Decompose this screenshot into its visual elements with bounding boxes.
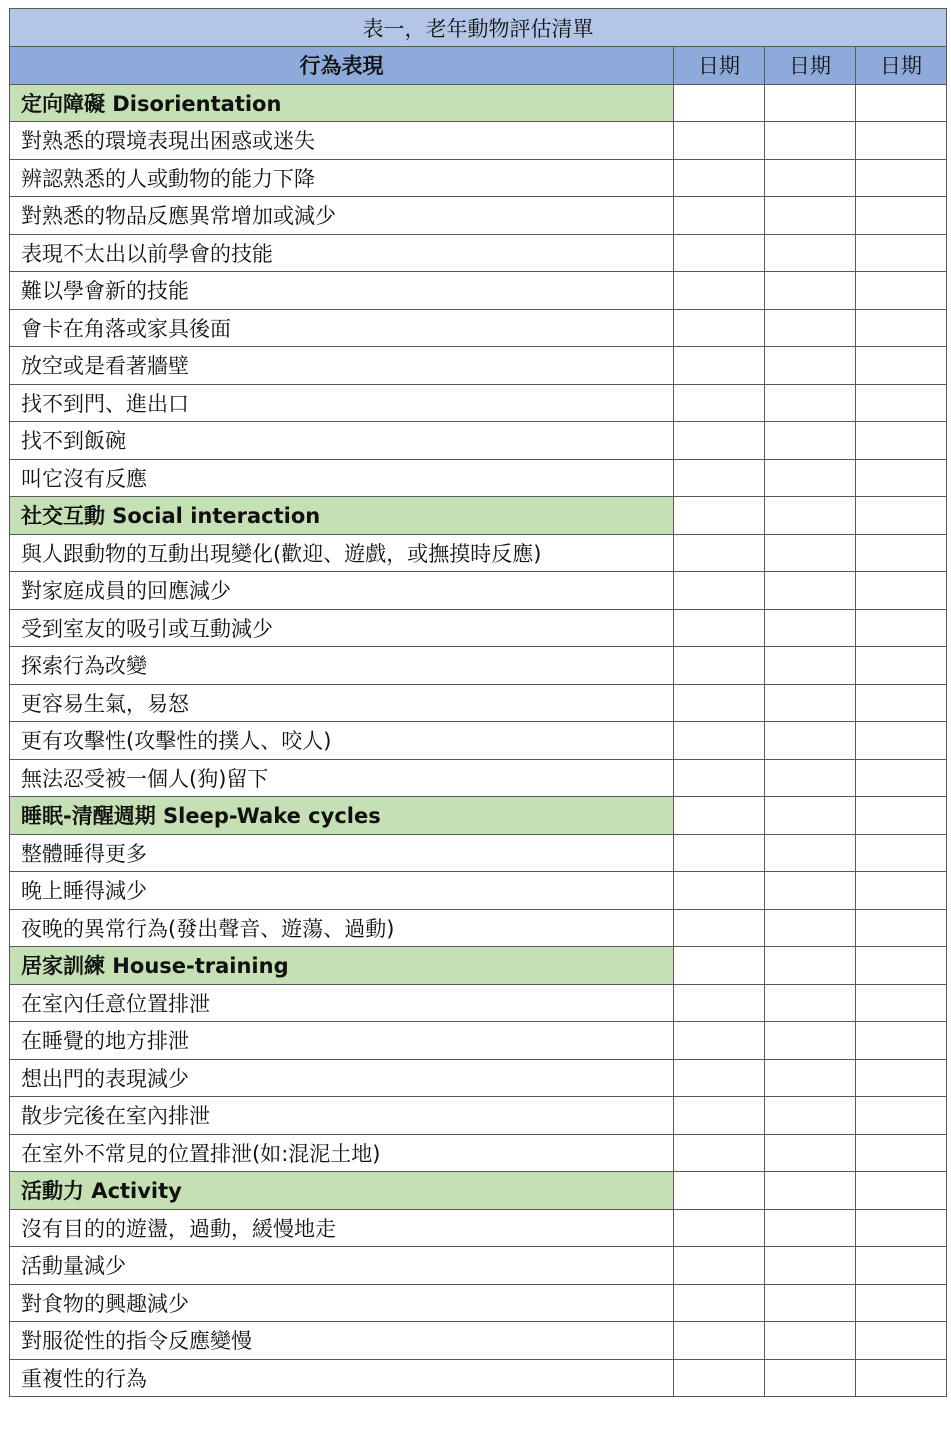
behavior-item: 對服從性的指令反應變慢 xyxy=(10,1322,674,1360)
geriatric-assessment-table xyxy=(9,8,947,1397)
date-cell[interactable] xyxy=(674,497,765,535)
date-cell[interactable] xyxy=(765,1247,856,1285)
date-cell[interactable] xyxy=(856,347,947,385)
date-cell[interactable] xyxy=(765,1359,856,1397)
date-cell[interactable] xyxy=(674,1209,765,1247)
date-cell[interactable] xyxy=(856,159,947,197)
section-heading: 睡眠-清醒週期 Sleep-Wake cycles xyxy=(10,797,674,835)
date-cell[interactable] xyxy=(674,272,765,310)
date-cell[interactable] xyxy=(674,234,765,272)
date-cell[interactable] xyxy=(856,872,947,910)
date-cell[interactable] xyxy=(765,984,856,1022)
date-cell[interactable] xyxy=(674,459,765,497)
date-cell[interactable] xyxy=(765,309,856,347)
date-cell[interactable] xyxy=(674,984,765,1022)
date-cell[interactable] xyxy=(856,722,947,760)
date-cell[interactable] xyxy=(765,572,856,610)
date-cell[interactable] xyxy=(765,159,856,197)
date-cell[interactable] xyxy=(765,1097,856,1135)
date-cell[interactable] xyxy=(674,834,765,872)
date-cell[interactable] xyxy=(674,647,765,685)
date-cell[interactable] xyxy=(674,347,765,385)
behavior-item: 叫它沒有反應 xyxy=(10,459,674,497)
date-cell[interactable] xyxy=(674,1284,765,1322)
behavior-item: 放空或是看著牆壁 xyxy=(10,347,674,385)
date-cell[interactable] xyxy=(765,834,856,872)
date-cell[interactable] xyxy=(765,384,856,422)
date-cell[interactable] xyxy=(856,647,947,685)
date-cell[interactable] xyxy=(765,684,856,722)
table-row xyxy=(10,159,947,197)
behavior-item: 晚上睡得減少 xyxy=(10,872,674,910)
date-cell[interactable] xyxy=(765,872,856,910)
date-cell[interactable] xyxy=(674,1359,765,1397)
date-cell[interactable] xyxy=(765,609,856,647)
date-cell[interactable] xyxy=(856,759,947,797)
section-heading: 定向障礙 Disorientation xyxy=(10,84,674,122)
section-row xyxy=(10,497,947,535)
date-cell[interactable] xyxy=(765,1022,856,1060)
date-cell[interactable] xyxy=(856,1059,947,1097)
date-cell[interactable] xyxy=(856,684,947,722)
date-cell[interactable] xyxy=(856,1134,947,1172)
table-row xyxy=(10,984,947,1022)
date-cell[interactable] xyxy=(765,1322,856,1360)
behavior-item: 對家庭成員的回應減少 xyxy=(10,572,674,610)
date-cell[interactable] xyxy=(856,1209,947,1247)
behavior-item: 想出門的表現減少 xyxy=(10,1059,674,1097)
date-cell[interactable] xyxy=(674,1097,765,1135)
date-cell[interactable] xyxy=(674,122,765,160)
date-cell[interactable] xyxy=(765,534,856,572)
date-cell[interactable] xyxy=(674,797,765,835)
date-cell[interactable] xyxy=(856,572,947,610)
section-heading: 居家訓練 House-training xyxy=(10,947,674,985)
behavior-item: 在室內任意位置排泄 xyxy=(10,984,674,1022)
behavior-item: 對熟悉的物品反應異常增加或減少 xyxy=(10,197,674,235)
table-row xyxy=(10,309,947,347)
table-row xyxy=(10,722,947,760)
date-cell[interactable] xyxy=(765,347,856,385)
table-row xyxy=(10,384,947,422)
date-cell[interactable] xyxy=(856,984,947,1022)
table-row xyxy=(10,1097,947,1135)
date-cell[interactable] xyxy=(674,534,765,572)
table-row xyxy=(10,909,947,947)
date-cell[interactable] xyxy=(765,909,856,947)
table-title: 表一，老年動物評估清單 xyxy=(10,9,947,47)
date-cell[interactable] xyxy=(674,1172,765,1210)
table-row xyxy=(10,1209,947,1247)
date-cell[interactable] xyxy=(765,1284,856,1322)
date-cell[interactable] xyxy=(765,759,856,797)
date-cell[interactable] xyxy=(856,1022,947,1060)
date-cell[interactable] xyxy=(856,309,947,347)
date-cell[interactable] xyxy=(765,422,856,460)
table-row xyxy=(10,272,947,310)
date-cell[interactable] xyxy=(674,1247,765,1285)
date-cell[interactable] xyxy=(856,947,947,985)
date-cell[interactable] xyxy=(856,1284,947,1322)
date-cell[interactable] xyxy=(765,947,856,985)
date-cell[interactable] xyxy=(674,159,765,197)
date-cell[interactable] xyxy=(856,497,947,535)
date-cell[interactable] xyxy=(765,497,856,535)
section-row xyxy=(10,797,947,835)
date-cell[interactable] xyxy=(674,722,765,760)
column-header-row xyxy=(10,47,947,85)
date-cell[interactable] xyxy=(765,272,856,310)
date-cell[interactable] xyxy=(674,572,765,610)
table-row xyxy=(10,1359,947,1397)
date-cell[interactable] xyxy=(765,84,856,122)
date-cell[interactable] xyxy=(765,1172,856,1210)
behavior-item: 找不到門、進出口 xyxy=(10,384,674,422)
behavior-item: 難以學會新的技能 xyxy=(10,272,674,310)
date-cell[interactable] xyxy=(856,797,947,835)
section-heading: 社交互動 Social interaction xyxy=(10,497,674,535)
date-cell[interactable] xyxy=(765,234,856,272)
date-cell[interactable] xyxy=(856,122,947,160)
section-heading: 活動力 Activity xyxy=(10,1172,674,1210)
section-row xyxy=(10,84,947,122)
date-cell[interactable] xyxy=(856,909,947,947)
behavior-item: 探索行為改變 xyxy=(10,647,674,685)
table-row xyxy=(10,872,947,910)
date-cell[interactable] xyxy=(856,459,947,497)
date-cell[interactable] xyxy=(856,234,947,272)
date-cell[interactable] xyxy=(674,1059,765,1097)
date-cell[interactable] xyxy=(674,197,765,235)
behavior-item: 無法忍受被一個人(狗)留下 xyxy=(10,759,674,797)
date-cell[interactable] xyxy=(856,1097,947,1135)
date-cell[interactable] xyxy=(765,797,856,835)
date-cell[interactable] xyxy=(674,872,765,910)
table-row xyxy=(10,459,947,497)
date-cell[interactable] xyxy=(674,947,765,985)
table-row xyxy=(10,647,947,685)
table-row xyxy=(10,234,947,272)
table-row xyxy=(10,534,947,572)
date-cell[interactable] xyxy=(856,384,947,422)
section-row xyxy=(10,1172,947,1210)
date-column-header: 日期 xyxy=(674,47,765,85)
table-row xyxy=(10,197,947,235)
date-cell[interactable] xyxy=(674,422,765,460)
date-cell[interactable] xyxy=(674,759,765,797)
behavior-item: 重複性的行為 xyxy=(10,1359,674,1397)
date-cell[interactable] xyxy=(765,722,856,760)
table-row xyxy=(10,834,947,872)
behavior-item: 受到室友的吸引或互動減少 xyxy=(10,609,674,647)
behavior-item: 表現不太出以前學會的技能 xyxy=(10,234,674,272)
date-cell[interactable] xyxy=(674,909,765,947)
date-cell[interactable] xyxy=(856,609,947,647)
behavior-item: 散步完後在室內排泄 xyxy=(10,1097,674,1135)
date-cell[interactable] xyxy=(856,1359,947,1397)
behavior-item: 在室外不常見的位置排泄(如:混泥土地) xyxy=(10,1134,674,1172)
behavior-item: 更容易生氣，易怒 xyxy=(10,684,674,722)
table-title-row xyxy=(10,9,947,47)
date-cell[interactable] xyxy=(674,84,765,122)
date-cell[interactable] xyxy=(765,647,856,685)
date-cell[interactable] xyxy=(674,1322,765,1360)
behavior-column-header: 行為表現 xyxy=(10,47,674,85)
table-row xyxy=(10,572,947,610)
date-cell[interactable] xyxy=(856,422,947,460)
behavior-item: 對熟悉的環境表現出困惑或迷失 xyxy=(10,122,674,160)
table-row xyxy=(10,684,947,722)
date-cell[interactable] xyxy=(674,309,765,347)
behavior-item: 沒有目的的遊盪，過動，緩慢地走 xyxy=(10,1209,674,1247)
table-row xyxy=(10,347,947,385)
table-row xyxy=(10,1134,947,1172)
behavior-item: 找不到飯碗 xyxy=(10,422,674,460)
table-body xyxy=(10,84,947,1397)
date-cell[interactable] xyxy=(674,1134,765,1172)
date-column-header: 日期 xyxy=(765,47,856,85)
date-cell[interactable] xyxy=(765,1209,856,1247)
table-row xyxy=(10,1247,947,1285)
behavior-item: 對食物的興趣減少 xyxy=(10,1284,674,1322)
date-cell[interactable] xyxy=(765,122,856,160)
section-row xyxy=(10,947,947,985)
date-cell[interactable] xyxy=(856,1172,947,1210)
date-cell[interactable] xyxy=(674,384,765,422)
table-row xyxy=(10,759,947,797)
date-cell[interactable] xyxy=(765,1134,856,1172)
behavior-item: 辨認熟悉的人或動物的能力下降 xyxy=(10,159,674,197)
date-cell[interactable] xyxy=(856,534,947,572)
behavior-item: 在睡覺的地方排泄 xyxy=(10,1022,674,1060)
date-cell[interactable] xyxy=(765,459,856,497)
date-cell[interactable] xyxy=(856,834,947,872)
behavior-item: 會卡在角落或家具後面 xyxy=(10,309,674,347)
table-row xyxy=(10,1322,947,1360)
date-column-header: 日期 xyxy=(856,47,947,85)
date-cell[interactable] xyxy=(674,1022,765,1060)
behavior-item: 與人跟動物的互動出現變化(歡迎、遊戲，或撫摸時反應) xyxy=(10,534,674,572)
date-cell[interactable] xyxy=(674,684,765,722)
date-cell[interactable] xyxy=(856,197,947,235)
date-cell[interactable] xyxy=(856,84,947,122)
date-cell[interactable] xyxy=(674,609,765,647)
date-cell[interactable] xyxy=(856,272,947,310)
date-cell[interactable] xyxy=(765,197,856,235)
behavior-item: 更有攻擊性(攻擊性的撲人、咬人) xyxy=(10,722,674,760)
table-row xyxy=(10,422,947,460)
behavior-item: 整體睡得更多 xyxy=(10,834,674,872)
table-row xyxy=(10,609,947,647)
table-row xyxy=(10,122,947,160)
date-cell[interactable] xyxy=(765,1059,856,1097)
table-row xyxy=(10,1022,947,1060)
table-row xyxy=(10,1284,947,1322)
behavior-item: 活動量減少 xyxy=(10,1247,674,1285)
date-cell[interactable] xyxy=(856,1247,947,1285)
behavior-item: 夜晚的異常行為(發出聲音、遊蕩、過動) xyxy=(10,909,674,947)
table-row xyxy=(10,1059,947,1097)
date-cell[interactable] xyxy=(856,1322,947,1360)
